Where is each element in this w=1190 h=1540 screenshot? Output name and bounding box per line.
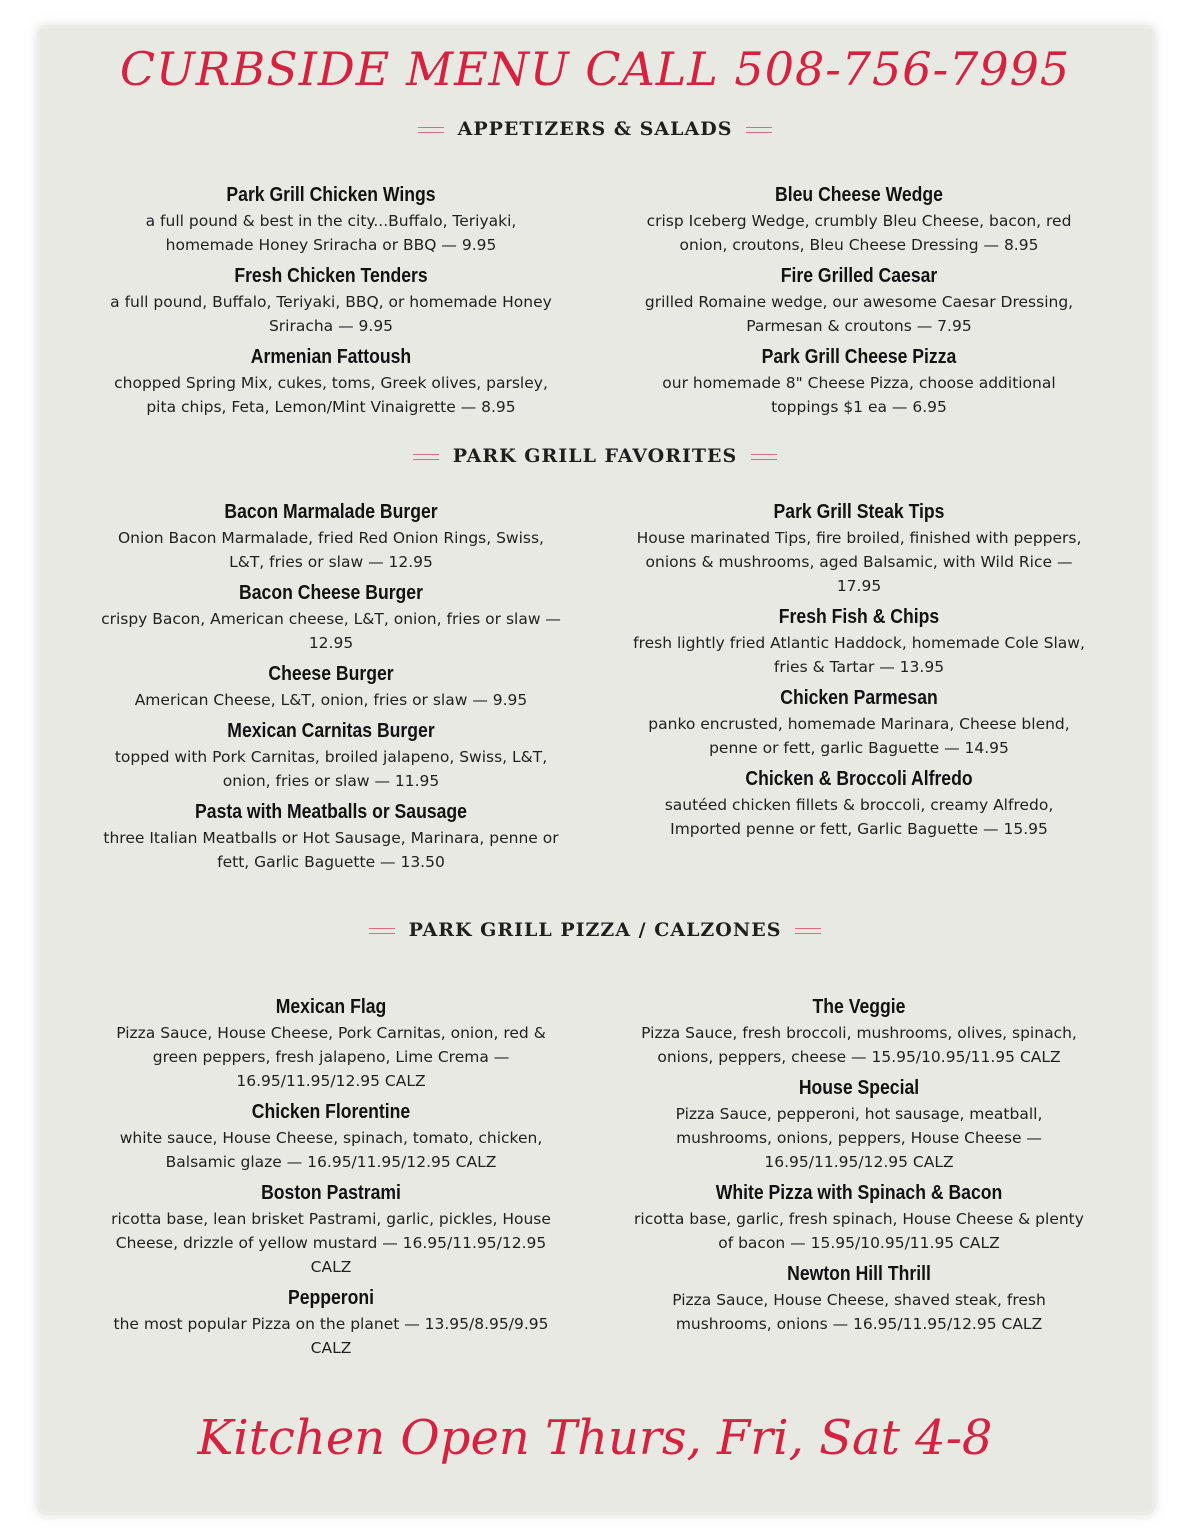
- menu-item: [100, 499, 562, 574]
- menu-item: [628, 604, 1090, 679]
- section-heading-pizza: [0, 919, 1190, 941]
- item-description: chopped Spring Mix, cukes, toms, Greek olives, parsley, pita chips, Feta, Lemon/Mint Vinaigrette — 8.95: [114, 374, 548, 416]
- item-description: our homemade 8" Cheese Pizza, choose additional toppings $1 ea — 6.95: [662, 374, 1056, 416]
- item-description: Pizza Sauce, House Cheese, Pork Carnitas, onion, red & green peppers, fresh jalapeno, Lime Crema — 16.95/11.95/12.95 CALZ: [116, 1024, 546, 1090]
- kitchen-hours-footer: Kitchen Open Thurs, Fri, Sat 4-8: [197, 1410, 993, 1466]
- heading-rule-right: [746, 127, 772, 133]
- item-description: Pizza Sauce, fresh broccoli, mushrooms, olives, spinach, onions, peppers, cheese — 15.95/10.95/11.95 CALZ: [641, 1024, 1077, 1066]
- item-name: Pepperoni: [287, 1287, 375, 1309]
- menu-item: [628, 994, 1090, 1069]
- appetizers-left-column: [100, 182, 562, 425]
- item-description: a full pound & best in the city...Buffalo, Teriyaki, homemade Honey Sriracha or BBQ — 9.95: [145, 212, 517, 254]
- favorites-right-column: [628, 499, 1090, 847]
- item-name: Fresh Fish & Chips: [778, 606, 940, 628]
- menu-item: [628, 1261, 1090, 1336]
- item-name: Mexican Carnitas Burger: [227, 720, 435, 742]
- menu-item: [100, 994, 562, 1093]
- item-description: ricotta base, lean brisket Pastrami, garlic, pickles, House Cheese, drizzle of yellow mustard — 16.95/11.95/12.95 CALZ: [111, 1210, 551, 1276]
- heading-rule-left: [413, 454, 439, 460]
- item-description: grilled Romaine wedge, our awesome Caesar Dressing, Parmesan & croutons — 7.95: [644, 293, 1074, 335]
- item-name: White Pizza with Spinach & Bacon: [715, 1182, 1003, 1204]
- page-title: CURBSIDE MENU CALL 508-756-7995: [119, 42, 1071, 96]
- item-description: Pizza Sauce, House Cheese, shaved steak, fresh mushrooms, onions — 16.95/11.95/12.95 CALZ: [672, 1291, 1046, 1333]
- item-name: Cheese Burger: [268, 663, 394, 685]
- item-name: Mexican Flag: [275, 996, 387, 1018]
- item-description: three Italian Meatballs or Hot Sausage, Marinara, penne or fett, Garlic Baguette — 13.50: [103, 829, 559, 871]
- item-name: Fire Grilled Caesar: [780, 265, 938, 287]
- menu-item: [100, 799, 562, 874]
- heading-rule-right: [751, 454, 777, 460]
- item-description: House marinated Tips, fire broiled, finished with peppers, onions & mushrooms, aged Balsamic, with Wild Rice — 17.95: [636, 529, 1082, 595]
- menu-item: [628, 344, 1090, 419]
- menu-item: [628, 685, 1090, 760]
- item-name: Boston Pastrami: [261, 1182, 401, 1204]
- heading-rule-left: [369, 928, 395, 934]
- item-description: fresh lightly fried Atlantic Haddock, homemade Cole Slaw, fries & Tartar — 13.95: [633, 634, 1085, 676]
- item-description: Onion Bacon Marmalade, fried Red Onion Rings, Swiss, L&T, fries or slaw — 12.95: [117, 529, 544, 571]
- item-description: crisp Iceberg Wedge, crumbly Bleu Cheese, bacon, red onion, croutons, Bleu Cheese Dressing — 8.95: [646, 212, 1072, 254]
- pizza-left-column: [100, 994, 562, 1366]
- item-description: Pizza Sauce, pepperoni, hot sausage, meatball, mushrooms, onions, peppers, House Cheese — 16.95/11.95/12.95 CALZ: [675, 1105, 1043, 1171]
- favorites-left-column: [100, 499, 562, 880]
- appetizers-right-column: [628, 182, 1090, 425]
- item-description: a full pound, Buffalo, Teriyaki, BBQ, or homemade Honey Sriracha — 9.95: [110, 293, 552, 335]
- menu-item: [100, 580, 562, 655]
- item-description: panko encrusted, homemade Marinara, Cheese blend, penne or fett, garlic Baguette — 14.95: [648, 715, 1070, 757]
- menu-item: [100, 1180, 562, 1279]
- menu-item: [100, 1285, 562, 1360]
- menu-item: [100, 1099, 562, 1174]
- item-name: Bleu Cheese Wedge: [775, 184, 943, 206]
- item-name: Newton Hill Thrill: [787, 1263, 931, 1285]
- item-name: Bacon Cheese Burger: [239, 582, 423, 604]
- item-description: ricotta base, garlic, fresh spinach, House Cheese & plenty of bacon — 15.95/10.95/11.95 CALZ: [634, 1210, 1084, 1252]
- item-description: sautéed chicken fillets & broccoli, creamy Alfredo, Imported penne or fett, Garlic Baguette — 15.95: [664, 796, 1054, 838]
- item-name: The Veggie: [812, 996, 906, 1018]
- item-name: House Special: [798, 1077, 920, 1099]
- menu-item: [100, 344, 562, 419]
- item-description: crispy Bacon, American cheese, L&T, onion, fries or slaw — 12.95: [101, 610, 561, 652]
- item-name: Chicken Florentine: [251, 1101, 411, 1123]
- menu-item: [628, 182, 1090, 257]
- item-name: Park Grill Cheese Pizza: [761, 346, 957, 368]
- menu-item: [628, 499, 1090, 598]
- section-title: APPETIZERS & SALADS: [457, 118, 733, 140]
- menu-item: [628, 1075, 1090, 1174]
- item-name: Armenian Fattoush: [250, 346, 412, 368]
- heading-rule-left: [418, 127, 444, 133]
- item-description: white sauce, House Cheese, spinach, tomato, chicken, Balsamic glaze — 16.95/11.95/12.95 CALZ: [119, 1129, 543, 1171]
- item-name: Park Grill Chicken Wings: [226, 184, 436, 206]
- section-title: PARK GRILL PIZZA / CALZONES: [408, 919, 782, 941]
- pizza-right-column: [628, 994, 1090, 1342]
- menu-item: [100, 182, 562, 257]
- menu-item: [628, 766, 1090, 841]
- section-heading-appetizers: [0, 118, 1190, 140]
- item-name: Fresh Chicken Tenders: [234, 265, 428, 287]
- section-title: PARK GRILL FAVORITES: [452, 445, 738, 467]
- item-name: Chicken Parmesan: [780, 687, 938, 709]
- item-description: American Cheese, L&T, onion, fries or slaw — 9.95: [134, 691, 528, 709]
- item-name: Park Grill Steak Tips: [773, 501, 945, 523]
- section-heading-favorites: [0, 445, 1190, 467]
- menu-item: [100, 718, 562, 793]
- menu-item: [100, 661, 562, 712]
- item-description: topped with Pork Carnitas, broiled jalapeno, Swiss, L&T, onion, fries or slaw — 11.95: [114, 748, 548, 790]
- menu-item: [628, 1180, 1090, 1255]
- item-name: Pasta with Meatballs or Sausage: [195, 801, 467, 823]
- heading-rule-right: [795, 928, 821, 934]
- item-name: Bacon Marmalade Burger: [224, 501, 438, 523]
- item-name: Chicken & Broccoli Alfredo: [745, 768, 973, 790]
- menu-item: [628, 263, 1090, 338]
- menu-item: [100, 263, 562, 338]
- item-description: the most popular Pizza on the planet — 13.95/8.95/9.95 CALZ: [113, 1315, 549, 1357]
